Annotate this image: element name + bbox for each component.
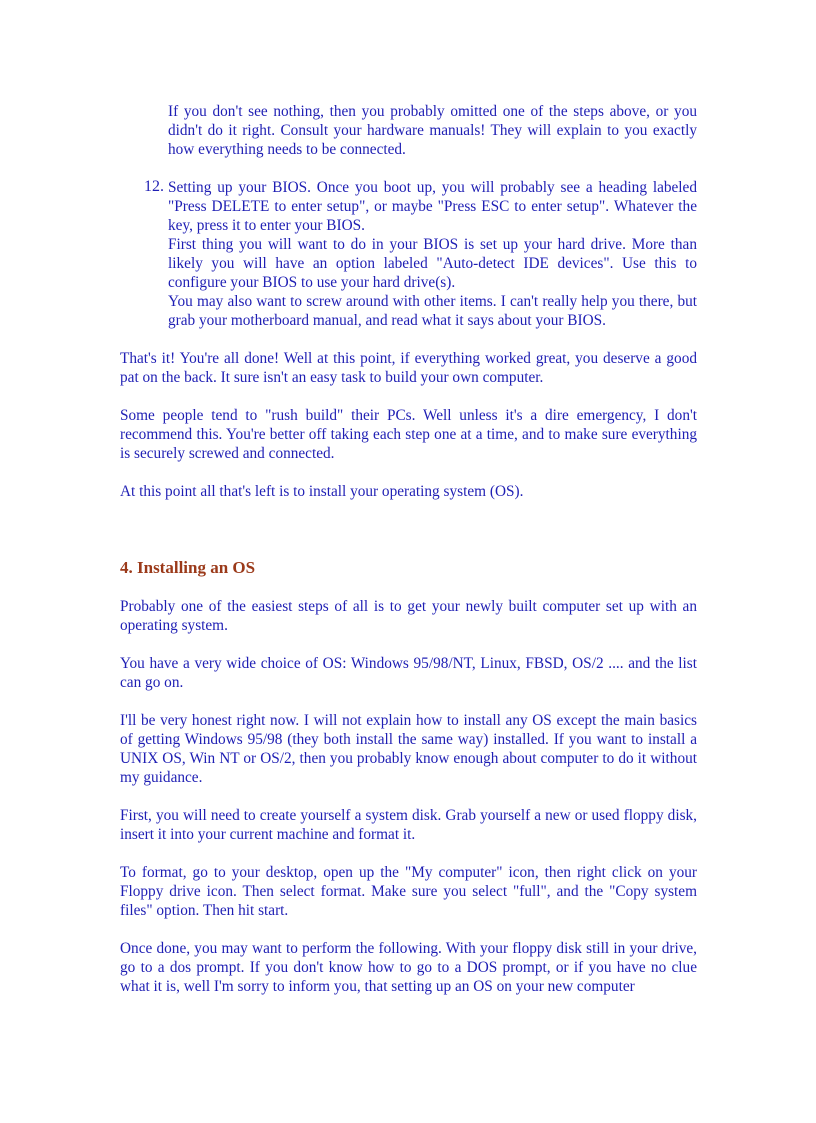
list-number: 12. [144, 178, 164, 195]
section-paragraph-4: First, you will need to create yourself a system disk. Grab yourself a new or used floppy disk, insert it into your current machine and format it. [120, 807, 697, 843]
step-11-continuation: If you don't see nothing, then you probably omitted one of the steps above, or you didn't do it right. Consult your hardware manuals! They will explain to you exactly how everything needs to be connected. [168, 103, 697, 158]
section-paragraph-6: Once done, you may want to perform the following. With your floppy disk still in your drive, go to a dos prompt. If you don't know how to go to a DOS prompt, or if you have no clue what it is, well I'm sorry to inform you, that setting up an OS on your new computer [120, 940, 697, 995]
section-paragraph-3: I'll be very honest right now. I will not explain how to install any OS except the main basics of getting Windows 95/98 (they both install the same way) installed. If you want to install a UNIX OS, Win NT or OS/2, then you probably know enough about computer to do it without my guidance. [120, 712, 697, 786]
paragraph-whats-left: At this point all that's left is to install your operating system (OS). [120, 483, 524, 500]
step-12-text-2: First thing you will want to do in your BIOS is set up your hard drive. More than likely you will have an option labeled "Auto-detect IDE devices". Use this to configure your BIOS to use your hard drive(s). [168, 236, 697, 291]
paragraph-done: That's it! You're all done! Well at this point, if everything worked great, you deserve a good pat on the back. It sure isn't an easy task to build your own computer. [120, 350, 697, 386]
step-12-text-3: You may also want to screw around with other items. I can't really help you there, but grab your motherboard manual, and read what it says about your BIOS. [168, 293, 697, 329]
list-item-step-12 [144, 178, 697, 330]
paragraph-rush-build: Some people tend to "rush build" their PCs. Well unless it's a dire emergency, I don't recommend this. You're better off taking each step one at a time, and to make sure everything is securely screwed and connected. [120, 407, 697, 462]
section-heading: 4. Installing an OS [120, 558, 256, 577]
section-paragraph-2: You have a very wide choice of OS: Windows 95/98/NT, Linux, FBSD, OS/2 .... and the list can go on. [120, 655, 697, 691]
step-12-text-1: Setting up your BIOS. Once you boot up, you will probably see a heading labeled "Press DELETE to enter setup", or maybe "Press ESC to enter setup". Whatever the key, press it to enter your BIOS. [168, 179, 697, 234]
section-paragraph-5: To format, go to your desktop, open up the "My computer" icon, then right click on your Floppy drive icon. Then select format. Make sure you select "full", and the "Copy system files" option. Then hit start. [120, 864, 697, 919]
page-content [120, 102, 697, 996]
section-paragraph-1: Probably one of the easiest steps of all is to get your newly built computer set up with an operating system. [120, 598, 697, 634]
